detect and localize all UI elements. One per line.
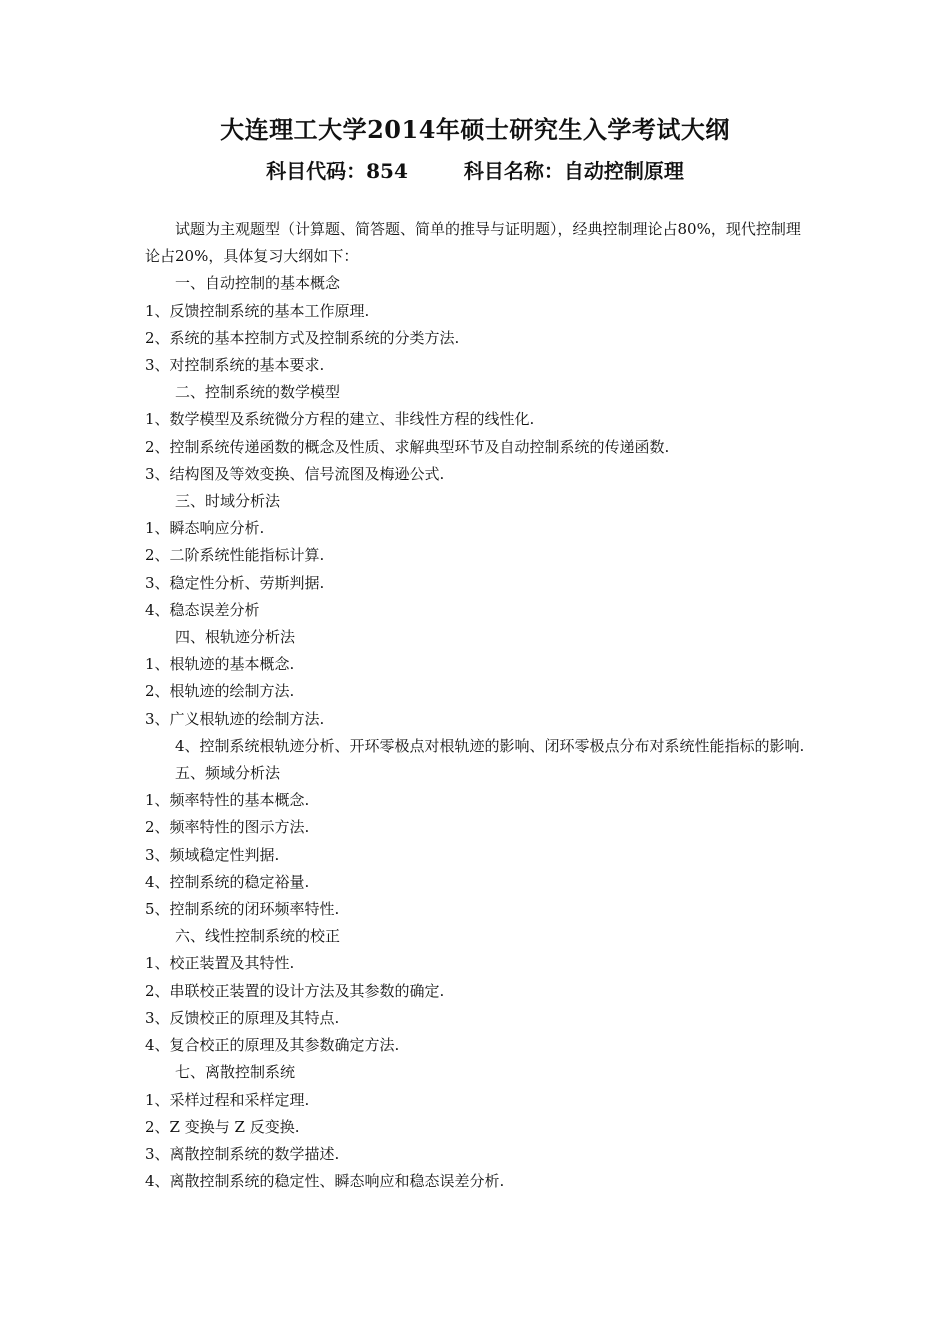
list-item: 4、离散控制系统的稳定性、瞬态响应和稳态误差分析. [145, 1172, 505, 1191]
list-item: 2、Z 变换与 Z 反变换. [145, 1117, 300, 1136]
list-item: 4、复合校正的原理及其参数确定方法. [145, 1036, 400, 1055]
page-title: 大连理工大学2014年硕士研究生入学考试大纲 [220, 115, 730, 144]
list-item: 2、根轨迹的绘制方法. [145, 682, 295, 701]
list-item: 4、控制系统的稳定裕量. [145, 872, 310, 891]
list-item: 2、串联校正装置的设计方法及其参数的确定. [145, 981, 445, 1000]
list-item: 4、稳态误差分析 [145, 600, 260, 619]
list-item: 2、二阶系统性能指标计算. [145, 546, 325, 565]
section-title: 一、自动控制的基本概念 [175, 274, 341, 293]
list-item: 5、控制系统的闭环频率特性. [145, 900, 340, 919]
subject-line [0, 155, 950, 187]
list-item: 3、离散控制系统的数学描述. [145, 1144, 340, 1163]
section-title: 五、频域分析法 [175, 764, 281, 783]
list-item: 1、校正装置及其特性. [145, 954, 295, 973]
subject-code: 科目代码：854 [266, 159, 408, 183]
section-title: 三、时域分析法 [175, 492, 281, 511]
intro-paragraph: 试题为主观题型（计算题、简答题、简单的推导与证明题），经典控制理论占80%，现代控制理论占20%，具体复习大纲如下： [145, 220, 801, 266]
list-item: 3、广义根轨迹的绘制方法. [145, 709, 325, 728]
list-item: 3、反馈校正的原理及其特点. [145, 1008, 340, 1027]
section-title: 六、线性控制系统的校正 [175, 927, 341, 946]
syllabus-body [145, 216, 809, 1195]
list-item: 3、对控制系统的基本要求. [145, 356, 325, 375]
list-item: 1、数学模型及系统微分方程的建立、非线性方程的线性化. [145, 410, 535, 429]
list-item: 1、根轨迹的基本概念. [145, 655, 295, 674]
section-title: 四、根轨迹分析法 [175, 628, 296, 647]
list-item: 3、稳定性分析、劳斯判据. [145, 573, 325, 592]
list-item: 2、系统的基本控制方式及控制系统的分类方法. [145, 328, 460, 347]
section-title: 二、控制系统的数学模型 [175, 383, 341, 402]
list-item: 3、频域稳定性判据. [145, 845, 280, 864]
list-item: 2、控制系统传递函数的概念及性质、求解典型环节及自动控制系统的传递函数. [145, 437, 670, 456]
subject-name: 科目名称：自动控制原理 [463, 159, 684, 183]
list-item: 3、结构图及等效变换、信号流图及梅逊公式. [145, 464, 445, 483]
list-item: 2、频率特性的图示方法. [145, 818, 310, 837]
list-item: 1、频率特性的基本概念. [145, 791, 310, 810]
list-item: 1、采样过程和采样定理. [145, 1090, 310, 1109]
list-item: 1、瞬态响应分析. [145, 519, 265, 538]
list-item: 1、反馈控制系统的基本工作原理. [145, 301, 370, 320]
list-item: 4、控制系统根轨迹分析、开环零极点对根轨迹的影响、闭环零极点分布对系统性能指标的影响. [175, 736, 805, 755]
section-title: 七、离散控制系统 [175, 1063, 296, 1082]
